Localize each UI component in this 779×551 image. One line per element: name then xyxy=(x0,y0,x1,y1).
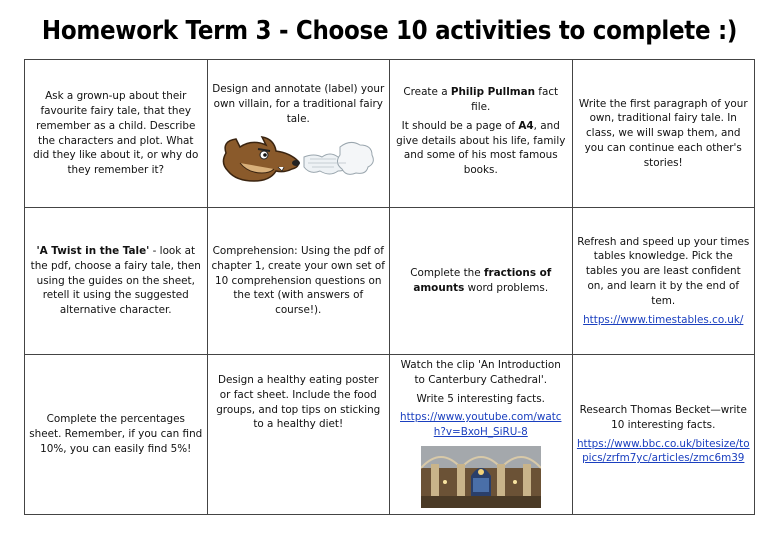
activity-text: Design and annotate (label) your own villain, for a traditional fairy tale. xyxy=(212,83,385,125)
activity-text: Comprehension: Using the pdf of chapter 1, create your own set of 10 comprehension questions on the text (with answers of course!). xyxy=(211,245,385,317)
activity-text: Complete the fractions of amounts word problems. xyxy=(410,267,552,294)
activity-text: Complete the percentages sheet. Remember, if you can find 10%, you can easily find 5%! xyxy=(29,413,203,455)
activity-text: Create a Philip Pullman fact file. xyxy=(403,86,559,113)
activity-text: Watch the clip 'An Introduction to Canterbury Cathedral'. xyxy=(400,359,561,386)
activity-text: Ask a grown-up about their favourite fairy tale, that they remember as a child. Describe the characters and plot. What did they like about it, or why do they remember it? xyxy=(33,90,199,177)
wolf-icon xyxy=(218,133,378,185)
activity-grid xyxy=(24,59,755,515)
activity-cell xyxy=(572,60,755,208)
activity-cell xyxy=(207,355,390,515)
activity-cell xyxy=(390,355,573,515)
activity-cell xyxy=(25,355,208,515)
activity-text: Design a healthy eating poster or fact sheet. Include the food groups, and top tips on sticking to a healthy diet! xyxy=(216,374,381,431)
activity-cell xyxy=(25,60,208,208)
activity-cell xyxy=(390,208,573,355)
activity-cell xyxy=(207,208,390,355)
timestables-link[interactable]: https://www.timestables.co.uk/ xyxy=(583,313,744,326)
youtube-link[interactable]: https://www.youtube.com/watch?v=BxoH_SiRU-8 xyxy=(400,411,562,439)
page-title: Homework Term 3 - Choose 10 activities to complete :) xyxy=(41,16,738,46)
activity-cell xyxy=(572,355,755,515)
activity-text: Research Thomas Becket—write 10 interesting facts. xyxy=(579,403,747,431)
activity-cell xyxy=(25,208,208,355)
activity-cell xyxy=(207,60,390,208)
activity-text: 'A Twist in the Tale' - look at the pdf, choose a fairy tale, then using the guides on the sheet, retell it using the suggested alternative character. xyxy=(30,245,201,317)
activity-text: Refresh and speed up your times tables knowledge. Pick the tables you are least confident on, and learn it by the end of tem. xyxy=(577,235,750,307)
activity-text: Write 5 interesting facts. xyxy=(416,392,545,405)
activity-cell xyxy=(390,60,573,208)
activity-text: Write the first paragraph of your own, traditional fairy tale. In class, we will swap them, and you can continue each other's stories! xyxy=(578,97,748,169)
bbc-bitesize-link[interactable]: https://www.bbc.co.uk/bitesize/topics/zrfm7yc/articles/zmc6m39 xyxy=(576,437,750,465)
activity-cell xyxy=(572,208,755,355)
activity-text: It should be a page of A4, and give details about his life, family and some of his most famous books. xyxy=(396,119,566,177)
cathedral-icon xyxy=(421,446,541,508)
